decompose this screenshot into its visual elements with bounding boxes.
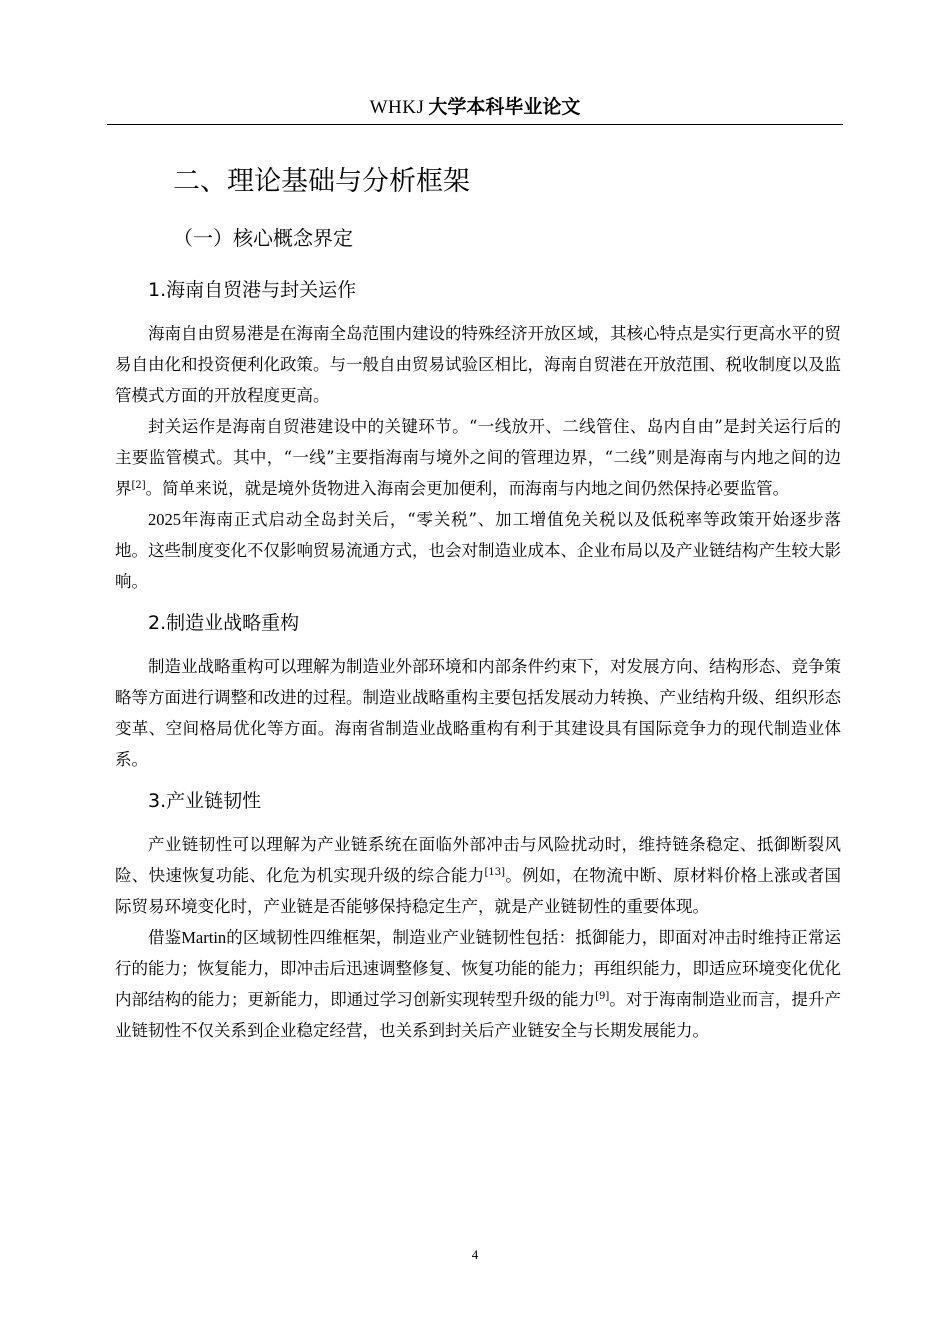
topic-heading-strategic-restructuring: 2.制造业战略重构 bbox=[148, 612, 300, 634]
header-school-code: WHKJ bbox=[369, 97, 425, 118]
section-title: 二、理论基础与分析框架 bbox=[173, 166, 470, 197]
paragraph-text: 。对于海南制造业而言，提升产业链韧性不仅关系到企业稳定经营，也关系到封关后产业链安全与长期发展能力。 bbox=[115, 990, 842, 1040]
paragraph-text: 制造业战略重构可以理解为制造业外部环境和内部条件约束下，对发展方向、结构形态、竞争策略等方面进行调整和改进的过程。制造业战略重构主要包括发展动力转换、产业结构升级、组织形态变革、空间格局优化等方面。海南省制造业战略重构有利于其建设具有国际竞争力的现代制造业体系。 bbox=[115, 657, 841, 769]
paragraph bbox=[115, 651, 841, 775]
page-number: 4 bbox=[471, 1247, 479, 1262]
citation-marker: [9] bbox=[595, 991, 610, 1002]
paragraph-text: 的区域韧性四维框架，制造业产业链韧性包括：抵御能力，即面对冲击时维持正常运行的能力；恢复能力，即冲击后迅速调整修复、恢复功能的能力；再组织能力，即适应环境变化优化内部结构的能力；更新能力，即通过学习创新实现转型升级的能力 bbox=[115, 928, 842, 1009]
paragraph bbox=[115, 411, 841, 504]
paragraph-text: 封关运作是海南自贸港建设中的关键环节。“一线放开、二线管住、岛内自由”是封关运行后的主要监管模式。其中，“一线”主要指海南与境外之间的管理边界，“二线”则是海南与内地之间的边界 bbox=[115, 417, 841, 498]
paragraph-text: 年海南正式启动全岛封关后，“零关税”、加工增值免关税以及低税率等政策开始逐步落地。这些制度变化不仅影响贸易流通方式，也会对制造业成本、企业布局以及产业链结构产生较大影响。 bbox=[115, 510, 841, 591]
citation-marker: [2] bbox=[131, 480, 146, 491]
subsection-title: （一）核心概念界定 bbox=[173, 226, 353, 250]
topic-heading-free-trade-port: 1.海南自贸港与封关运作 bbox=[148, 279, 357, 301]
author-name: Martin bbox=[181, 928, 227, 947]
paragraph-text: 。例如，在物流中断、原材料价格上涨或者国际贸易环境变化时，产业链是否能够保持稳定生产，就是产业链韧性的重要体现。 bbox=[115, 866, 841, 916]
paragraph bbox=[115, 922, 841, 1046]
citation-marker: [13] bbox=[484, 867, 506, 878]
running-header bbox=[107, 92, 843, 123]
header-title: 大学本科毕业论文 bbox=[428, 96, 581, 118]
paragraph bbox=[115, 318, 841, 411]
paragraph bbox=[115, 829, 841, 922]
paragraph-text: 产业链韧性可以理解为产业链系统在面临外部冲击与风险扰动时，维持链条稳定、抵御断裂风险、快速恢复功能、化危为机实现升级的综合能力 bbox=[115, 835, 841, 885]
page-body bbox=[115, 158, 841, 1046]
year-value: 2025 bbox=[148, 510, 181, 529]
paragraph-text: 借鉴 bbox=[148, 928, 182, 947]
paragraph bbox=[115, 504, 841, 597]
paragraph-text: 海南自由贸易港是在海南全岛范围内建设的特殊经济开放区域，其核心特点是实行更高水平的贸易自由化和投资便利化政策。与一般自由贸易试验区相比，海南自贸港在开放范围、税收制度以及监管模式方面的开放程度更高。 bbox=[115, 324, 841, 405]
topic-heading-resilience: 3.产业链韧性 bbox=[148, 790, 262, 812]
header-rule bbox=[107, 124, 843, 125]
paragraph-text: 。简单来说，就是境外货物进入海南会更加便利，而海南与内地之间仍然保持必要监管。 bbox=[145, 479, 790, 498]
